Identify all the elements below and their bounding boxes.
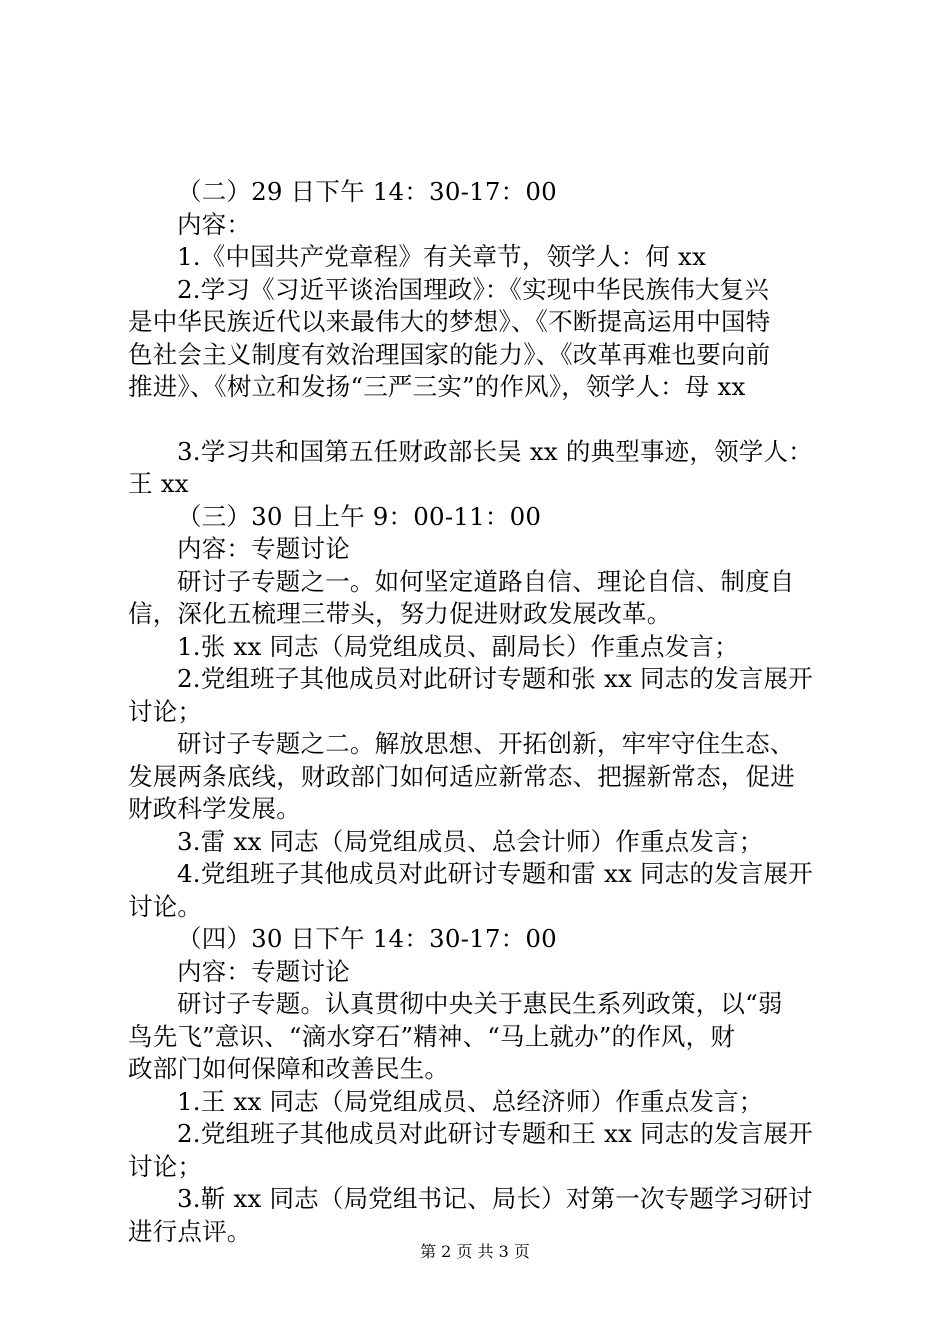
paragraph-line: 3.雷 xx 同志（局党组成员、总会计师）作重点发言； bbox=[177, 826, 764, 856]
paragraph-line: 鸟先飞”意识、“滴水穿石”精神、“马上就办”的作风，财 bbox=[128, 1021, 736, 1051]
paragraph-line: 财政科学发展。 bbox=[128, 794, 301, 823]
page-footer: 第 2 页 共 3 页 bbox=[420, 1242, 530, 1261]
section-three-content-label: 内容：专题讨论 bbox=[177, 534, 350, 563]
document-body bbox=[128, 176, 834, 1248]
paragraph-line: 1.《中国共产党章程》有关章节，领学人：何 xx bbox=[177, 242, 707, 271]
paragraph-line: 3.靳 xx 同志（局党组书记、局长）对第一次专题学习研讨 bbox=[177, 1184, 813, 1213]
section-two-heading: （二）29 日下午 14：30-17：00 bbox=[177, 177, 557, 206]
paragraph-line: 讨论； bbox=[128, 696, 203, 726]
paragraph-line: 1.王 xx 同志（局党组成员、总经济师）作重点发言； bbox=[177, 1086, 764, 1116]
paragraph-line: 发展两条底线，财政部门如何适应新常态、把握新常态，促进 bbox=[128, 761, 795, 791]
paragraph-line: 3.学习共和国第五任财政部长吴 xx 的典型事迹，领学人： bbox=[177, 436, 813, 466]
paragraph-spacer bbox=[128, 404, 834, 436]
paragraph-line: 2.学习《习近平谈治国理政》：《实现中华民族伟大复兴 bbox=[177, 274, 770, 304]
section-four-content-label: 内容：专题讨论 bbox=[177, 956, 350, 986]
paragraph-line: 是中华民族近代以来最伟大的梦想》、《不断提高运用中国特 bbox=[128, 307, 771, 336]
paragraph-line: 2.党组班子其他成员对此研讨专题和王 xx 同志的发言展开 bbox=[177, 1119, 813, 1148]
section-three-heading: （三）30 日上午 9：00-11：00 bbox=[177, 501, 542, 531]
paragraph-line: 讨论； bbox=[128, 1151, 203, 1181]
section-two-content-label: 内容： bbox=[177, 209, 252, 239]
paragraph-line: 4.党组班子其他成员对此研讨专题和雷 xx 同志的发言展开 bbox=[177, 859, 813, 888]
paragraph-line: 王 xx bbox=[128, 469, 189, 498]
paragraph-line: 推进》、《树立和发扬“三严三实”的作风》，领学人：母 xx bbox=[128, 372, 746, 401]
paragraph-line: 信，深化五梳理三带头，努力促进财政发展改革。 bbox=[128, 599, 672, 628]
section-four-heading: （四）30 日下午 14：30-17：00 bbox=[177, 924, 557, 953]
paragraph-line: 进行点评。 bbox=[128, 1216, 252, 1246]
paragraph-line: 研讨子专题之一。如何坚定道路自信、理论自信、制度自 bbox=[177, 566, 795, 596]
paragraph-line: 研讨子专题之二。解放思想、开拓创新，牢牢守住生态、 bbox=[177, 729, 795, 758]
paragraph-line: 研讨子专题。认真贯彻中央关于惠民生系列政策，以“弱 bbox=[177, 989, 783, 1018]
paragraph-line: 2.党组班子其他成员对此研讨专题和张 xx 同志的发言展开 bbox=[177, 664, 813, 693]
paragraph-line: 政部门如何保障和改善民生。 bbox=[128, 1054, 450, 1083]
paragraph-line: 1.张 xx 同志（局党组成员、副局长）作重点发言； bbox=[177, 631, 739, 661]
paragraph-line: 讨论。 bbox=[128, 891, 203, 921]
paragraph-line: 色社会主义制度有效治理国家的能力》、《改革再难也要向前 bbox=[128, 339, 771, 369]
